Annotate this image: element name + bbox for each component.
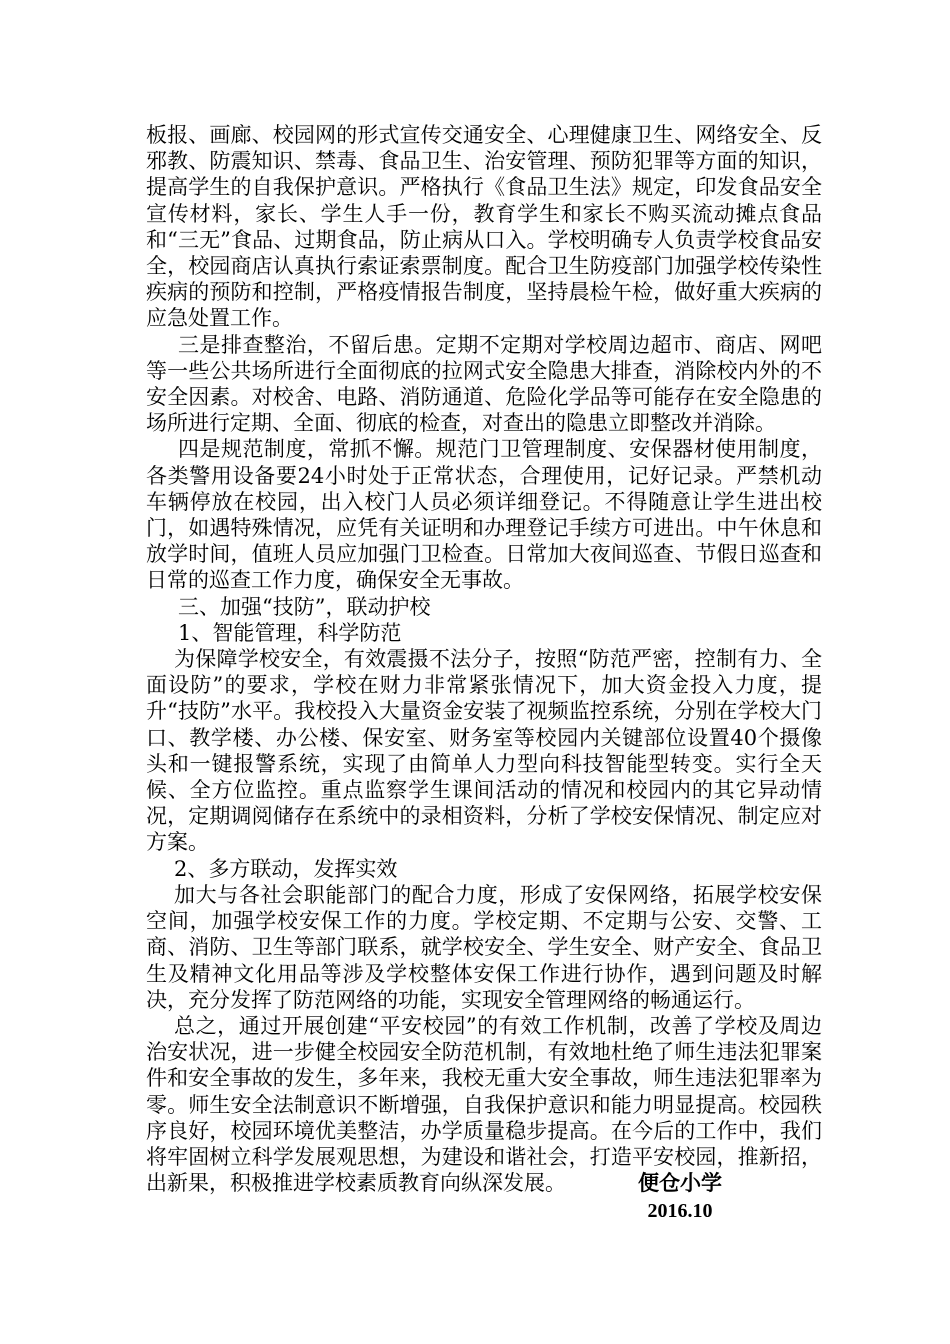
paragraph-cooperation: 加大与各社会职能部门的配合力度，形成了安保网络，拓展学校安保空间，加强学校安保工作的力度。学校定期、不定期与公安、交警、工商、消防、卫生等部门联系，就学校安全、学生安全、财产安全、食品卫生及精神文化用品等涉及学校整体安保工作进行协作，遇到问题及时解决，充分发挥了防范网络的功能，实现安全管理网络的畅通运行。 — [146, 882, 822, 1012]
document-body — [146, 122, 822, 1196]
signature-date: 2016.10 — [647, 1200, 713, 1222]
paragraph-video-monitoring: 为保障学校安全，有效震摄不法分子，按照“防范严密，控制有力、全面设防”的要求，学校在财力非常紧张情况下，加大资金投入力度，提升“技防”水平。我校投入大量资金安装了视频监控系统，分别在学校大门口、教学楼、办公楼、保安室、财务室等校园内关键部位设置40个摄像头和一键报警系统，实现了由简单人力型向科技智能型转变。实行全天候、全方位监控。重点监察学生课间活动的情况和校园内的其它异动情况，定期调阅储存在系统中的录相资料，分析了学校安保情况、制定应对方案。 — [146, 647, 822, 855]
paragraph-regulation: 四是规范制度，常抓不懈。规范门卫管理制度、安保器材使用制度，各类警用设备要24小时处于正常状态，合理使用，记好记录。严禁机动车辆停放在校园，出入校门人员必须详细登记。不得随意让学生进出校门，如遇特殊情况，应凭有关证明和办理登记手续方可进出。中午休息和放学时间，值班人员应加强门卫检查。日常加大夜间巡查、节假日巡查和日常的巡查工作力度，确保安全无事故。 — [146, 437, 822, 593]
paragraph-safety-education: 板报、画廊、校园网的形式宣传交通安全、心理健康卫生、网络安全、反邪教、防震知识、禁毒、食品卫生、治安管理、预防犯罪等方面的知识，提高学生的自我保护意识。严格执行《食品卫生法》规定，印发食品安全宣传材料，家长、学生人手一份，教育学生和家长不购买流动摊点食品和“三无”食品、过期食品，防止病从口入。学校明确专人负责学校食品安全，校园商店认真执行索证索票制度。配合卫生防疫部门加强学校传染性疾病的预防和控制，严格疫情报告制度，坚持晨检午检，做好重大疾病的应急处置工作。 — [146, 123, 822, 331]
paragraph-conclusion: 总之，通过开展创建“平安校园”的有效工作机制，改善了学校及周边治安状况，进一步健全校园安全防范机制，有效地杜绝了师生违法犯罪案件和安全事故的发生，多年来，我校无重大安全事故，师生违法犯罪率为零。师生安全法制意识不断增强，自我保护意识和能力明显提高。校园秩序良好，校园环境优美整洁，办学质量稳步提高。在今后的工作中，我们将牢固树立科学发展观思想，为建设和谐社会，打造平安校园，推新招，出新果，积极推进学校素质教育向纵深发展。 — [146, 1013, 822, 1196]
signature-school: 便仓小学 — [638, 1170, 722, 1195]
section-heading-tech-defense: 三、加强“技防”，联动护校 — [178, 594, 431, 619]
paragraph-inspection: 三是排查整治，不留后患。定期不定期对学校周边超市、商店、网吧等一些公共场所进行全面彻底的拉网式安全隐患大排查，消除校内外的不安全因素。对校舍、电路、消防通道、危险化学品等可能存在安全隐患的场所进行定期、全面、彻底的检查，对查出的隐患立即整改并消除。 — [146, 332, 822, 436]
subheading-multi-linkage: 2、多方联动，发挥实效 — [174, 856, 398, 881]
subheading-smart-management: 1、智能管理，科学防范 — [178, 620, 402, 645]
